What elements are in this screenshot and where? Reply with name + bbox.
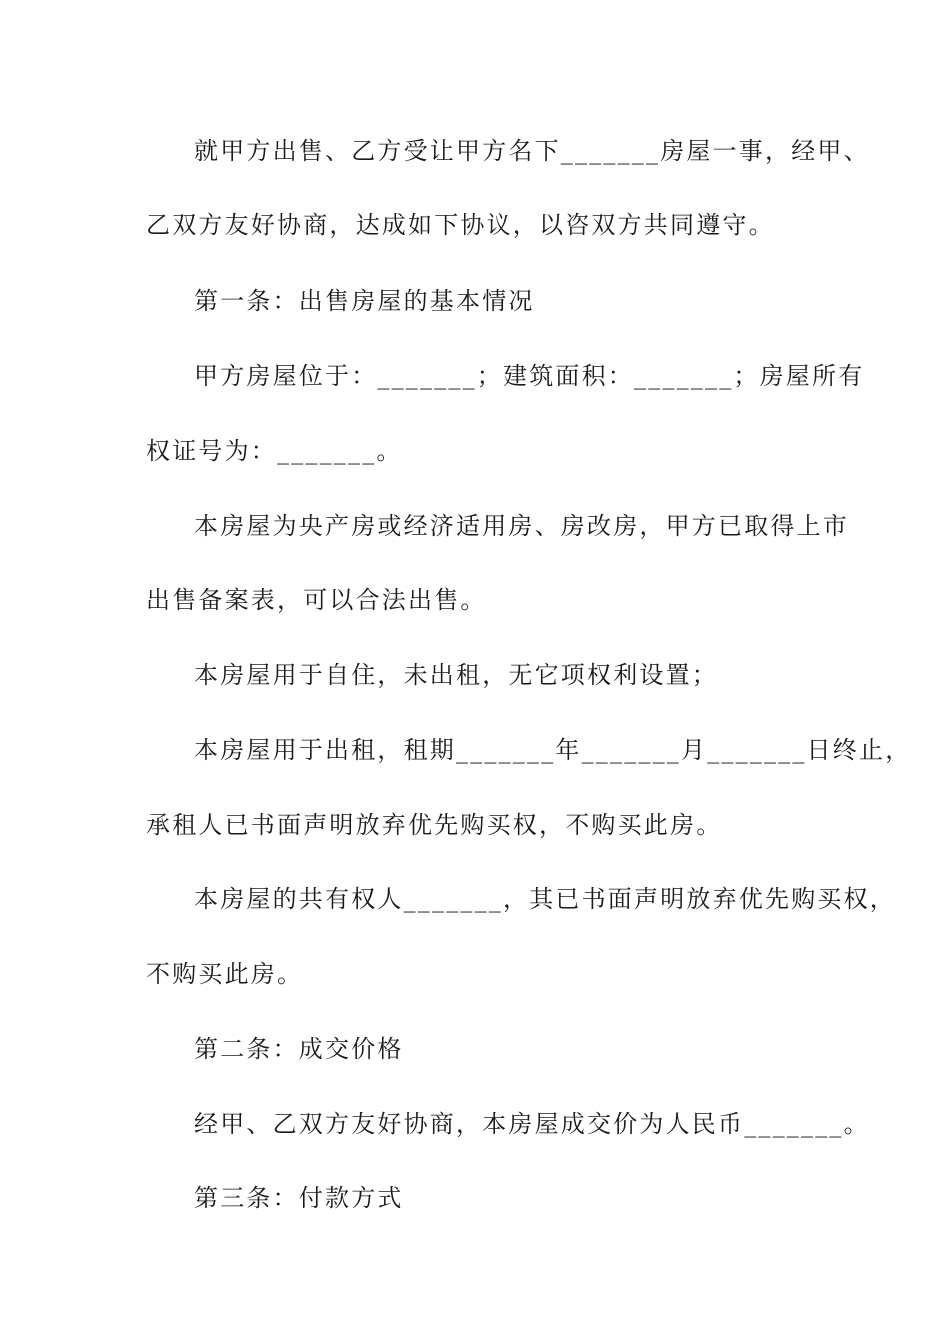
article-2-heading: 第二条：成交价格 <box>194 1035 404 1063</box>
co-owner-line-1: 本房屋的共有权人_______，其已书面声明放弃优先购买权， <box>194 885 896 913</box>
house-location-line-1: 甲方房屋位于：_______；建筑面积：_______；房屋所有 <box>194 362 865 390</box>
price-line: 经甲、乙双方友好协商，本房屋成交价为人民币_______。 <box>194 1110 870 1138</box>
rental-line-2: 承租人已书面声明放弃优先购买权，不购买此房。 <box>146 811 723 839</box>
paragraph-intro-line-2: 乙双方友好协商，达成如下协议，以咨双方共同遵守。 <box>146 211 775 239</box>
article-1-heading: 第一条：出售房屋的基本情况 <box>194 287 535 315</box>
paragraph-intro-line-1: 就甲方出售、乙方受让甲方名下_______房屋一事，经甲、 <box>194 137 870 165</box>
rental-line-1: 本房屋用于出租，租期_______年_______月_______日终止， <box>194 736 912 764</box>
co-owner-line-2: 不购买此房。 <box>146 960 304 988</box>
self-use-line: 本房屋用于自住，未出租，无它项权利设置； <box>194 661 718 689</box>
article-3-heading: 第三条：付款方式 <box>194 1184 404 1212</box>
house-type-line-2: 出售备案表，可以合法出售。 <box>146 586 487 614</box>
house-type-line-1: 本房屋为央产房或经济适用房、房改房，甲方已取得上市 <box>194 512 849 540</box>
house-location-line-2: 权证号为：_______。 <box>146 437 403 465</box>
